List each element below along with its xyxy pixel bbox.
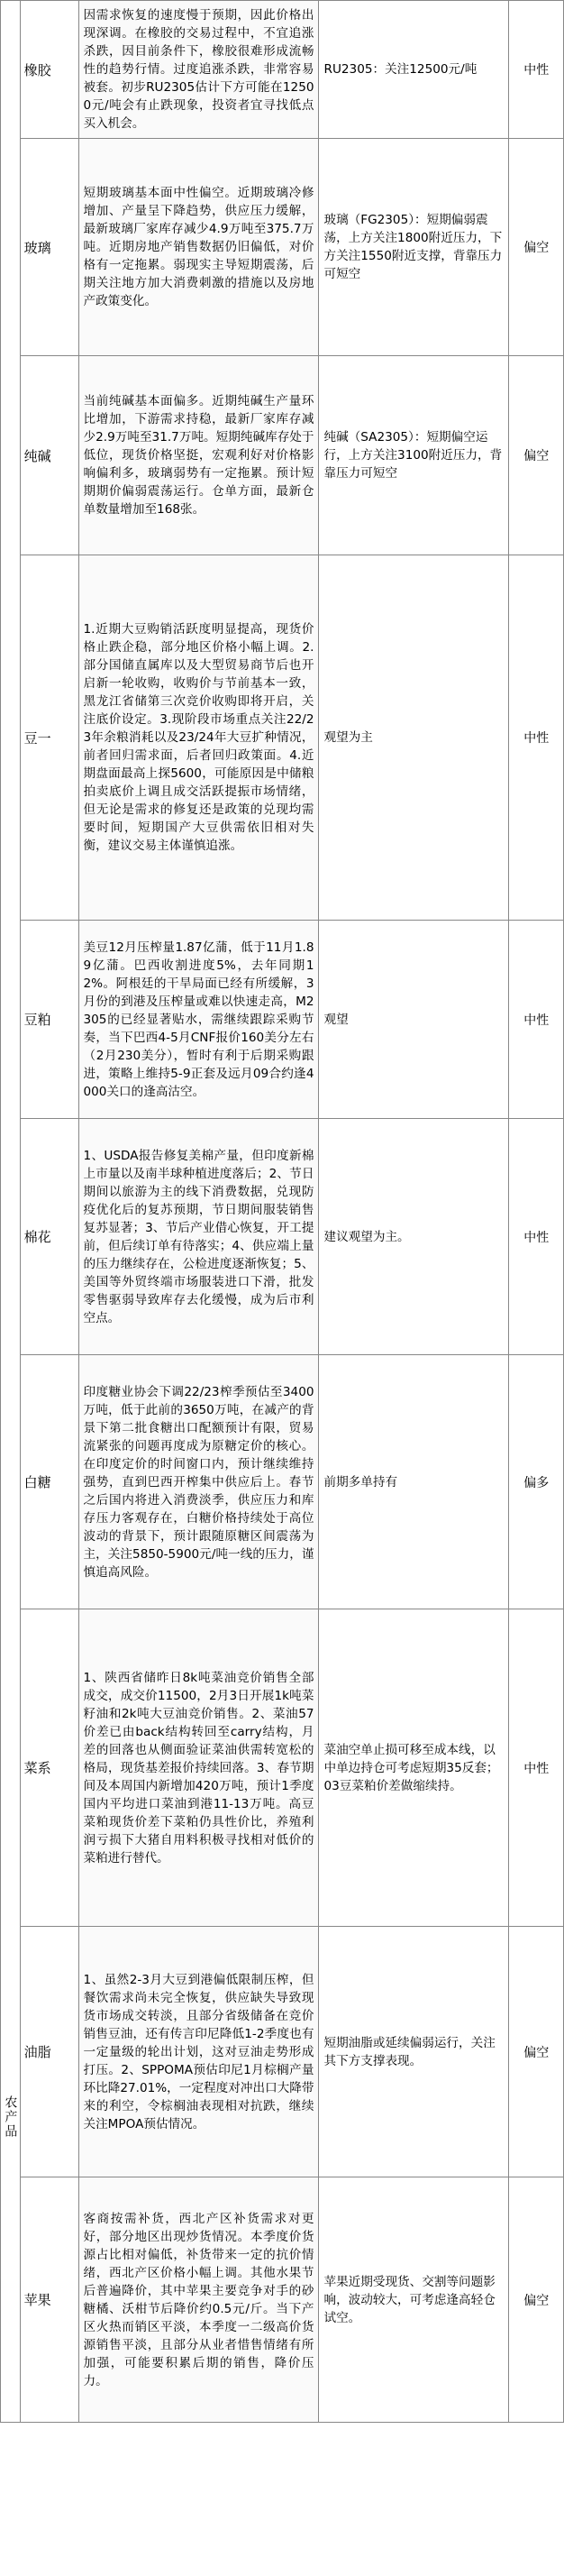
commodity-name: 纯碱 — [20, 356, 78, 555]
table-row — [1, 1, 564, 139]
strategy-view: 观望为主 — [318, 555, 509, 921]
table-row — [1, 1927, 564, 2177]
table-row — [1, 1355, 564, 1609]
commodity-name: 玻璃 — [20, 139, 78, 356]
table-row — [1, 2177, 564, 2423]
strategy-view: RU2305：关注12500元/吨 — [318, 1, 509, 139]
market-analysis: 1.近期大豆购销活跃度明显提高，现货价格止跌企稳，部分地区价格小幅上调。2.部分国储直属库以及大型贸易商节后也开启新一轮收购，收购价与节前基本一致，黑龙江省储第三次竞价收购即将开启，关注底价设定。3.现阶段市场重点关注22/23年余粮消耗以及23/24年大豆扩种情况，前者回归需求面，后者回归政策面。4.近期盘面最高上探5600，可能原因是中储粮拍卖底价上调且成交活跃提振市场情绪，但无论是需求的修复还是政策的兑现均需要时间，短期国产大豆供需依旧相对失衡，建议交易主体谨慎追涨。 — [78, 555, 318, 921]
commodity-name: 橡胶 — [20, 1, 78, 139]
market-analysis: 当前纯碱基本面偏多。近期纯碱生产量环比增加，下游需求持稳，最新厂家库存减少2.9万吨至31.7万吨。短期纯碱库存处于低位，现货价格坚挺，宏观利好对价格影响偏利多，玻璃弱势有一定拖累。预计短期期价偏弱震荡运行。仓单方面，最新仓单数量增加至168张。 — [78, 356, 318, 555]
strategy-view: 前期多单持有 — [318, 1355, 509, 1609]
market-analysis: 客商按需补货，西北产区补货需求对更好，部分地区出现炒货情况。本季度价货源占比相对偏低，补货带来一定的抗价情绪，西北产区价格小幅上调。其他水果节后普遍降价，其中苹果主要竞争对手的砂糖橘、沃柑节后降价约0.5元/斤。当下产区火热而销区平淡，本季度一二级高价货源销售平淡，且部分从业者惜售情绪有所加强，可能要积累后期的销售，降价压力。 — [78, 2177, 318, 2423]
direction-badge: 偏空 — [509, 2177, 564, 2423]
market-analysis: 短期玻璃基本面中性偏空。近期玻璃冷修增加、产量呈下降趋势，供应压力缓解，最新玻璃厂家库存减少4.9万吨至375.7万吨。近期房地产销售数据仍旧偏低，对价格有一定拖累。弱现实主导短期震荡，后期关注地方加大消费刺激的措施以及房地产政策变化。 — [78, 139, 318, 356]
direction-badge: 中性 — [509, 555, 564, 921]
direction-badge: 偏空 — [509, 356, 564, 555]
commodity-name: 豆粕 — [20, 921, 78, 1119]
direction-badge: 偏空 — [509, 139, 564, 356]
commodity-name: 棉花 — [20, 1119, 78, 1355]
table-row — [1, 139, 564, 356]
commodity-name: 白糖 — [20, 1355, 78, 1609]
commodity-name: 豆一 — [20, 555, 78, 921]
table-row — [1, 555, 564, 921]
table-row — [1, 1119, 564, 1355]
market-analysis: 1、虽然2-3月大豆到港偏低限制压榨，但餐饮需求尚未完全恢复，供应缺失导致现货市场成交转淡，且部分省级储备在竞价销售豆油，还有传言印尼降低1-2季度也有一定量级的轮出计划，这对豆油走势形成打压。2、SPPOMA预估印尼1月棕榈产量环比降27.01%，一定程度对冲出口大降带来的利空，令棕榈油表现相对抗跌，继续关注MPOA预估情况。 — [78, 1927, 318, 2177]
category-cell — [1, 1, 21, 2423]
direction-badge: 中性 — [509, 1119, 564, 1355]
strategy-view: 短期油脂或延续偏弱运行，关注其下方支撑表现。 — [318, 1927, 509, 2177]
direction-badge: 中性 — [509, 921, 564, 1119]
table-row — [1, 1609, 564, 1927]
market-analysis: 1、USDA报告修复美棉产量，但印度新棉上市量以及南半球种植进度落后；2、节日期间以旅游为主的线下消费数据，兑现防疫优化后的复苏预期，节日期间服装销售复苏显著；3、节后产业借心恢复，开工提前，但后续订单有待落实；4、供应端上量的压力继续存在，公检进度逐渐恢复；5、美国等外贸终端市场服装进口下滑，批发零售驱弱导致库存去化缓慢，成为后市利空点。 — [78, 1119, 318, 1355]
market-analysis: 1、陕西省储昨日8k吨菜油竞价销售全部成交，成交价11500，2月3日开展1k吨菜籽油和2k吨大豆油竞价销售。2、菜油57价差已由back结构转回至carry结构，月差的回落也从侧面验证菜油供需转宽松的格局，现货基差报价持续回落。3、春节期间及本周国内新增加420万吨，预计1季度国内平均进口菜油到港11-13万吨。高豆菜粕现货价差下菜粕仍具性价比，养殖利润亏损下大猪自用料积极寻找相对低价的菜粕进行替代。 — [78, 1609, 318, 1927]
market-analysis: 因需求恢复的速度慢于预期，因此价格出现深调。在橡胶的交易过程中，不宜追涨杀跌，因目前条件下，橡胶很难形成流畅性的趋势行情。过度追涨杀跌，非常容易被套。初步RU2305估计下方可能在12500元/吨会有止跌现象，投资者宜寻找低点买入机会。 — [78, 1, 318, 139]
strategy-view: 玻璃（FG2305）：短期偏弱震荡，上方关注1800附近压力，下方关注1550附近支撑，背靠压力可短空 — [318, 139, 509, 356]
category-label: 农产品 — [3, 2095, 18, 2139]
strategy-view: 观望 — [318, 921, 509, 1119]
direction-badge: 中性 — [509, 1, 564, 139]
strategy-view: 建议观望为主。 — [318, 1119, 509, 1355]
direction-badge: 偏空 — [509, 1927, 564, 2177]
commodity-name: 苹果 — [20, 2177, 78, 2423]
strategy-view: 菜油空单止损可移至成本线，以中单边持仓可考虑短期35反套；03豆菜粕价差做缩续持。 — [318, 1609, 509, 1927]
direction-badge: 中性 — [509, 1609, 564, 1927]
table-row — [1, 356, 564, 555]
strategy-view: 纯碱（SA2305）：短期偏空运行，上方关注3100附近压力，背靠压力可短空 — [318, 356, 509, 555]
commodity-name: 油脂 — [20, 1927, 78, 2177]
commodity-name: 菜系 — [20, 1609, 78, 1927]
strategy-view: 苹果近期受现货、交割等问题影响，波动较大，可考虑逢高轻仓试空。 — [318, 2177, 509, 2423]
market-analysis: 美豆12月压榨量1.87亿蒲，低于11月1.89亿蒲。巴西收割进度5%，去年同期12%。阿根廷的干旱局面已经有所缓解，3月份的到港及压榨量或难以快速走高，M2305的已经显著贴水，需继续跟踪采购节奏，当下巴西4-5月CNF报价160美分左右（2月230美分），暂时有利于后期采购跟进，策略上维持5-9正套及远月09合约逢4000关口的逢高沽空。 — [78, 921, 318, 1119]
direction-badge: 偏多 — [509, 1355, 564, 1609]
table-row — [1, 921, 564, 1119]
market-analysis: 印度糖业协会下调22/23榨季预估至3400万吨，低于此前的3650万吨，在减产的背景下第二批食糖出口配额预计有限，贸易流紧张的问题再度成为原糖定价的核心。在印度定价的时间窗口内，预计继续维持强势，直到巴西开榨集中供应后上。春节之后国内将进入消费淡季，供应压力和库存压力客观存在，白糖价格持续处于高位波动的背景下，预计跟随原糖区间震荡为主，关注5850-5900元/吨一线的压力，谨慎追高风险。 — [78, 1355, 318, 1609]
